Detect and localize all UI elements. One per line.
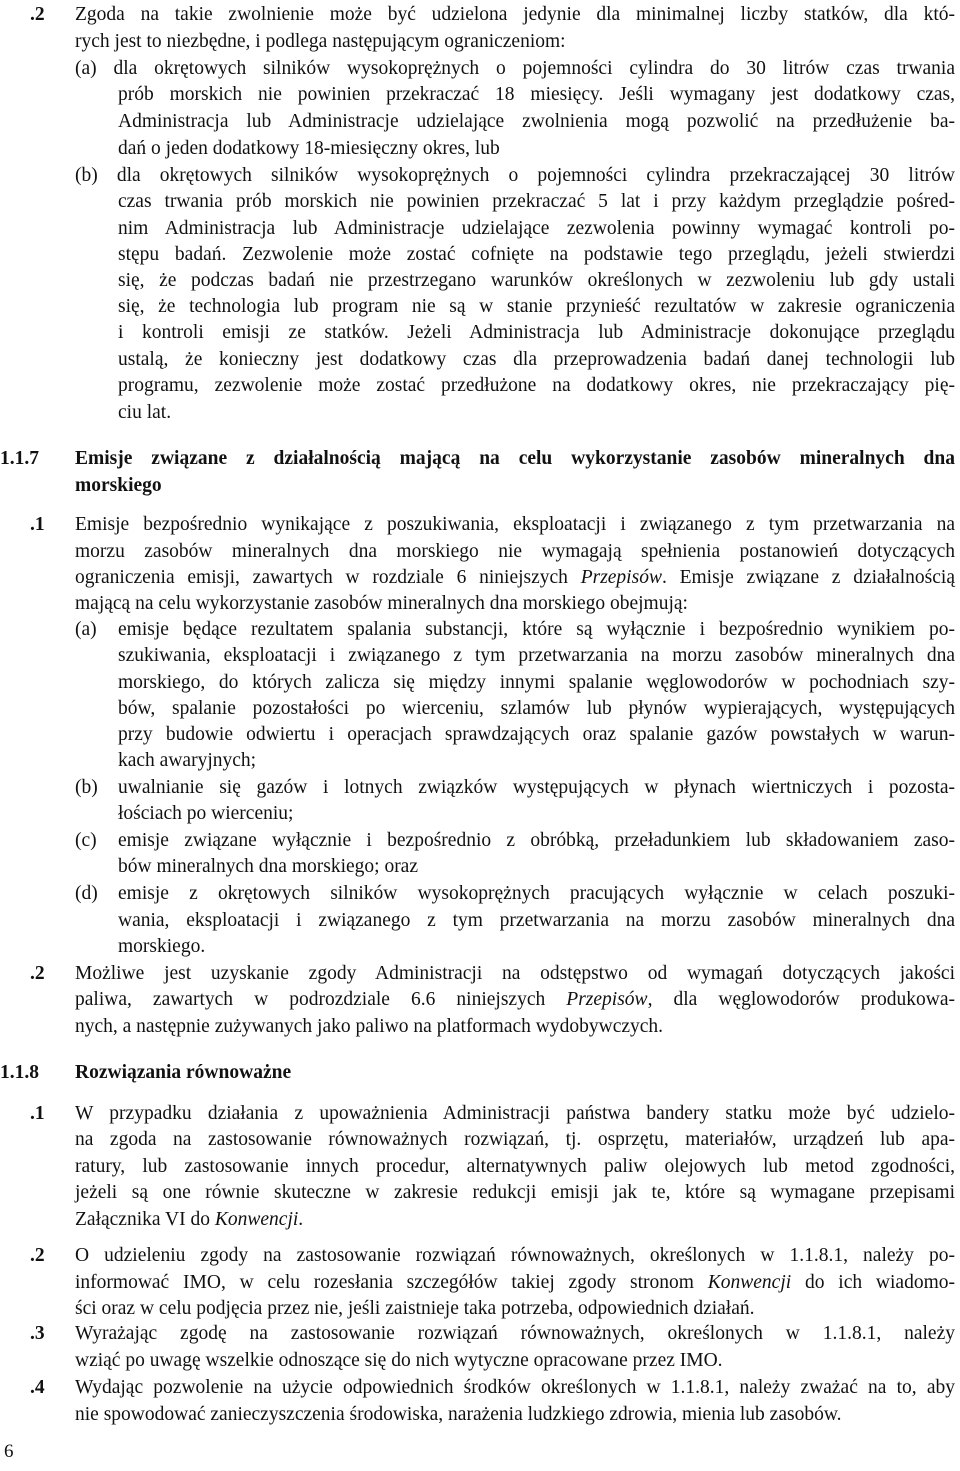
text-line — [75, 775, 955, 801]
section-number: .4 — [30, 1377, 45, 1398]
line-text: uwalnianie się gazów i lotnych związków występujących w płynach wiertniczych i pozosta- — [118, 777, 955, 798]
text-line — [75, 828, 955, 854]
line-text: Emisje związane z działalnością mającą na celu wykorzystanie zasobów mineralnych dna — [75, 448, 955, 469]
line-text: programu, zezwolenie może zostać przedłużone na dodatkowy okres, nie przekraczający pię- — [118, 375, 955, 396]
list-label: (b) — [75, 777, 98, 798]
line-text-tail: , dla węglowodorów produkowa- — [647, 989, 955, 1010]
text-line — [75, 1402, 955, 1428]
line-text: nie spowodować zanieczyszczenia środowiska, narażenia ludzkiego zdrowia, mienia lub zasobów. — [75, 1404, 842, 1425]
text-line — [75, 163, 955, 189]
text-line — [118, 136, 955, 162]
text-line — [75, 473, 955, 499]
text-line — [118, 347, 955, 373]
text-line — [118, 722, 955, 748]
line-text: morzu zasobów mineralnych dna morskiego nie wymagają spełnienia postanowień dotyczących — [75, 541, 955, 562]
text-line — [30, 1375, 955, 1401]
text-line — [118, 748, 955, 774]
text-line — [75, 1154, 955, 1180]
line-text: przy budowie odwiertu i operacjach sprawdzających oraz spalanie gazów powstałych w warun- — [118, 724, 955, 745]
line-text: wania, eksploatacji i związanego z tym przetwarzania na morzu zasobów mineralnych dna — [118, 910, 955, 931]
text-line — [118, 934, 955, 960]
text-line — [118, 373, 955, 399]
line-text: prób morskich nie powinien przekraczać 18 miesięcy. Jeśli wymagany jest dodatkowy czas, — [118, 84, 955, 105]
text-line — [30, 1243, 955, 1269]
text-line — [118, 908, 955, 934]
italic-term: Konwencji — [214, 1209, 299, 1230]
line-text: bów mineralnych dna morskiego; oraz — [118, 856, 418, 877]
line-text: rych jest to niezbędne, i podlega następującym ograniczeniom: — [75, 31, 566, 52]
line-text: czas trwania prób morskich nie powinien przekraczać 5 lat i przy każdym przeglądzie pośred- — [118, 191, 955, 212]
text-line — [30, 512, 955, 538]
text-line — [118, 670, 955, 696]
line-text: (a) dla okrętowych silników wysokoprężnych o pojemności cylindra do 30 litrów czas trwania — [75, 58, 955, 79]
line-text: nim Administracja lub Administracje udzielające zezwolenia powinny wymagać kontroli po- — [118, 218, 955, 239]
text-line — [75, 617, 955, 643]
text-line — [30, 961, 955, 987]
text-line — [118, 854, 955, 880]
line-text: Możliwe jest uzyskanie zgody Administracji na odstępstwo od wymagań dotyczących jakości — [75, 963, 955, 984]
text-line — [75, 56, 955, 82]
line-text: kach awaryjnych; — [118, 750, 257, 771]
text-line — [118, 189, 955, 215]
section-number: .2 — [30, 963, 45, 984]
text-line — [75, 1207, 955, 1233]
line-text: emisje związane wyłącznie i bezpośrednio z obróbką, przeładunkiem lub składowaniem zaso- — [118, 830, 955, 851]
text-line — [75, 539, 955, 565]
line-text: ści oraz w celu podjęcia przez nie, jeśli zaistnieje taka potrzeba, odpowiednich działań. — [75, 1298, 755, 1319]
line-text-tail: . — [298, 1209, 304, 1230]
section-number: .1 — [30, 1103, 45, 1124]
line-text: Rozwiązania równoważne — [75, 1062, 292, 1083]
line-text: morskiego. — [118, 936, 206, 957]
line-text: stępu badań. Zezwolenie może zostać cofnięte na podstawie tego przeglądu, jeżeli stwierdzi — [118, 244, 955, 265]
text-line — [118, 320, 955, 346]
text-line — [118, 109, 955, 135]
text-line — [118, 82, 955, 108]
text-line — [118, 801, 955, 827]
line-text: jeżeli są one równie skuteczne w zakresie redukcji emisji jak te, które są wymagane przepisami — [75, 1182, 955, 1203]
section-number: .1 — [30, 514, 45, 535]
text-line — [0, 1060, 955, 1086]
line-text: Emisje bezpośrednio wynikające z poszukiwania, eksploatacji i związanego z tym przetwarzania na — [75, 514, 955, 535]
section-number: .3 — [30, 1323, 45, 1344]
line-text: Wyrażając zgodę na zastosowanie rozwiązań równoważnych, określonych w 1.1.8.1, należy — [75, 1323, 955, 1344]
line-text-tail: do ich wiadomo- — [791, 1272, 955, 1293]
text-line — [118, 643, 955, 669]
line-text: ustalą, że konieczny jest dodatkowy czas dla przeprowadzenia badań danej technologii lub — [118, 349, 955, 370]
text-line — [118, 216, 955, 242]
line-text: emisje z okrętowych silników wysokoprężnych pracujących wyłącznie w celach poszuki- — [118, 883, 955, 904]
line-text: się, że podczas badań nie przestrzegano warunków określonych w zezwoleniu lub gdy ustali — [118, 270, 955, 291]
text-line — [118, 242, 955, 268]
line-text: bów, spalanie pozostałości po wierceniu, szlamów lub płynów wypierających, występujących — [118, 698, 955, 719]
text-line — [118, 268, 955, 294]
line-text: Wydając pozwolenie na użycie odpowiednich środków określonych w 1.1.8.1, należy zważać na to, aby — [75, 1377, 955, 1398]
italic-term: Przepisów — [580, 567, 662, 588]
line-text-tail: . Emisje związane z działalnością — [661, 567, 955, 588]
text-line — [75, 1348, 955, 1374]
line-text: i kontroli emisji ze statków. Jeżeli Administracja lub Administracje dokonujące przeglądu — [118, 322, 955, 343]
line-text: Załącznika VI do — [75, 1209, 210, 1230]
text-line — [75, 881, 955, 907]
text-line — [0, 446, 955, 472]
list-label: (c) — [75, 830, 97, 851]
line-text: morskiego — [75, 475, 162, 496]
text-line — [30, 1321, 955, 1347]
text-line — [75, 1127, 955, 1153]
line-text: łościach po wierceniu; — [118, 803, 294, 824]
line-text: morskiego, do których zalicza się między innymi spalanie węglowodorów w pochodniach szy- — [118, 672, 955, 693]
line-text: emisje będące rezultatem spalania substancji, które są wyłącznie i bezpośrednio wynikiem po- — [118, 619, 955, 640]
line-text: Administracja lub Administracje udzielające zwolnienia mogą pozwolić na przedłużenie ba- — [118, 111, 955, 132]
text-line — [30, 2, 955, 28]
text-line — [75, 1270, 955, 1296]
line-text: (b) dla okrętowych silników wysokoprężnych o pojemności cylindra przekraczającej 30 litrów — [75, 165, 955, 186]
text-line — [118, 696, 955, 722]
text-line — [118, 294, 955, 320]
section-number: 1.1.7 — [0, 448, 39, 469]
section-number: .2 — [30, 1245, 45, 1266]
line-text: informować IMO, w celu rozesłania szczegółów takiej zgody stronom — [75, 1272, 694, 1293]
line-text: paliwa, zawartych w podrozdziale 6.6 niniejszych — [75, 989, 546, 1010]
line-text: wziąć po uwagę wszelkie odnoszące się do nich wytyczne opracowane przez IMO. — [75, 1350, 723, 1371]
text-line — [75, 591, 955, 617]
line-text: O udzieleniu zgody na zastosowanie rozwiązań równoważnych, określonych w 1.1.8.1, należy po- — [75, 1245, 955, 1266]
text-line — [75, 565, 955, 591]
list-label: (a) — [75, 619, 97, 640]
line-text: W przypadku działania z upoważnienia Administracji państwa bandery statku może być udzielo- — [75, 1103, 955, 1124]
text-line — [75, 1296, 955, 1322]
line-text: dań o jeden dodatkowy 18-miesięczny okres, lub — [118, 138, 500, 159]
line-text: Zgoda na takie zwolnienie może być udzielona jedynie dla minimalnej liczby statków, dla któ- — [75, 4, 955, 25]
line-text: nych, a następnie zużywanych jako paliwo na platformach wydobywczych. — [75, 1016, 664, 1037]
text-line — [75, 987, 955, 1013]
line-text: ciu lat. — [118, 402, 172, 423]
line-text: się, że technologia lub program nie są w stanie przynieść rezultatów w zakresie ograniczenia — [118, 296, 955, 317]
section-number: 1.1.8 — [0, 1062, 39, 1083]
text-line — [75, 29, 955, 55]
line-text: na zgoda na zastosowanie równoważnych rozwiązań, tj. osprzętu, materiałów, urządzeń lub apa- — [75, 1129, 955, 1150]
section-number: .2 — [30, 4, 45, 25]
text-line — [75, 1180, 955, 1206]
line-text: mającą na celu wykorzystanie zasobów mineralnych dna morskiego obejmują: — [75, 593, 688, 614]
line-text: ratury, lub zastosowanie innych procedur, alternatywnych paliw olejowych lub metod zgodności, — [75, 1156, 955, 1177]
italic-term: Konwencji — [707, 1272, 792, 1293]
line-text: szukiwania, eksploatacji i związanego z tym przetwarzania na morzu zasobów mineralnych dna — [118, 645, 955, 666]
line-text: ograniczenia emisji, zawartych w rozdziale 6 niniejszych — [75, 567, 568, 588]
page-number: 6 — [4, 1441, 14, 1462]
italic-term: Przepisów — [566, 989, 648, 1010]
text-line — [118, 400, 955, 426]
text-line — [75, 1014, 955, 1040]
text-line — [30, 1101, 955, 1127]
list-label: (d) — [75, 883, 98, 904]
